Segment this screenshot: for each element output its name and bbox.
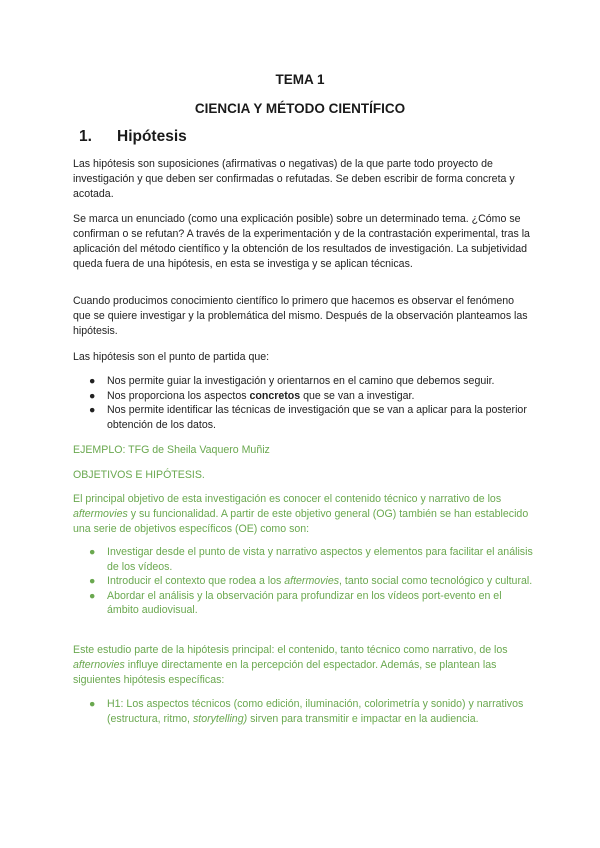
doc-subtitle: CIENCIA Y MÉTODO CIENTÍFICO [194,101,406,116]
bullet-icon: ● [89,575,96,587]
list-item: ● Introducir el contexto que rodea a los aftermovies, tanto social como tecnológico y cultural. [89,575,533,587]
list-item: ● Nos permite identificar las técnicas de investigación que se van a aplicar para la posterior obtención de los datos. [89,404,527,431]
section-title: Hipótesis [117,128,187,145]
doc-title: TEMA 1 [275,72,325,87]
example-bullet-list [73,545,533,618]
example-label: EJEMPLO: TFG de Sheila Vaquero Muñiz [73,444,270,456]
list-item: ● Nos proporciona los aspectos concretos que se van a investigar. [89,389,415,402]
bullet-list [73,374,533,432]
paragraph-1: Las hipótesis son suposiciones (afirmativas o negativas) de la que parte todo proyecto de investigación y que deben ser confirmadas o refutadas. Se deben escribir de forma concreta y acotada. [73,158,515,200]
hypothesis-list [73,697,533,726]
bullet-icon: ● [89,589,96,602]
list-item: ● Nos permite guiar la investigación y orientarnos en el camino que debemos seguir. [89,375,495,387]
bullet-icon: ● [89,389,96,402]
section-number: 1. [79,128,92,145]
list-item: ● Investigar desde el punto de vista y narrativo aspectos y elementos para facilitar el análisis de los vídeos. [89,546,533,573]
section-heading [79,128,187,146]
bullet-icon: ● [89,375,96,387]
example-heading: OBJETIVOS E HIPÓTESIS. [73,469,205,481]
example-paragraph-1: El principal objetivo de esta investigación es conocer el contenido técnico y narrativo de los aftermovies y su funcionalidad. A partir de este objetivo general (OG) también se han establecido una serie de objetivos específicos (OE) como son: [73,493,529,535]
list-item: ● H1: Los aspectos técnicos (como edición, iluminación, colorimetría y sonido) y narrativos (estructura, ritmo, storytelling) sirven para transmitir e impactar en la audiencia. [89,698,524,725]
paragraph-2: Se marca un enunciado (como una explicación posible) sobre un determinado tema. ¿Cómo se confirman o se refutan? A través de la experimentación y de la contrastación experimental, tras la aplicación del método científico y la obtención de los resultados de investigación. La subjetividad queda fuera de una hipótesis, en esta se investiga y se aplican técnicas. [73,213,530,270]
list-item: ● Abordar el análisis y la observación para profundizar en los vídeos port-evento en el ámbito audiovisual. [89,589,502,616]
bullet-icon: ● [89,546,96,558]
paragraph-4: Las hipótesis son el punto de partida que: [73,351,270,363]
bullet-icon: ● [89,698,96,710]
paragraph-3: Cuando producimos conocimiento científico lo primero que hacemos es observar el fenómeno que se quiere investigar y la problemática del mismo. Después de la observación planteamos las hipótesis. [73,295,528,337]
bullet-icon: ● [89,404,96,416]
example-paragraph-2: Este estudio parte de la hipótesis principal: el contenido, tanto técnico como narrativo, de los afternovies influye directamente en la percepción del espectador. Además, se plantean las siguientes hipótesis específicas: [73,644,508,686]
